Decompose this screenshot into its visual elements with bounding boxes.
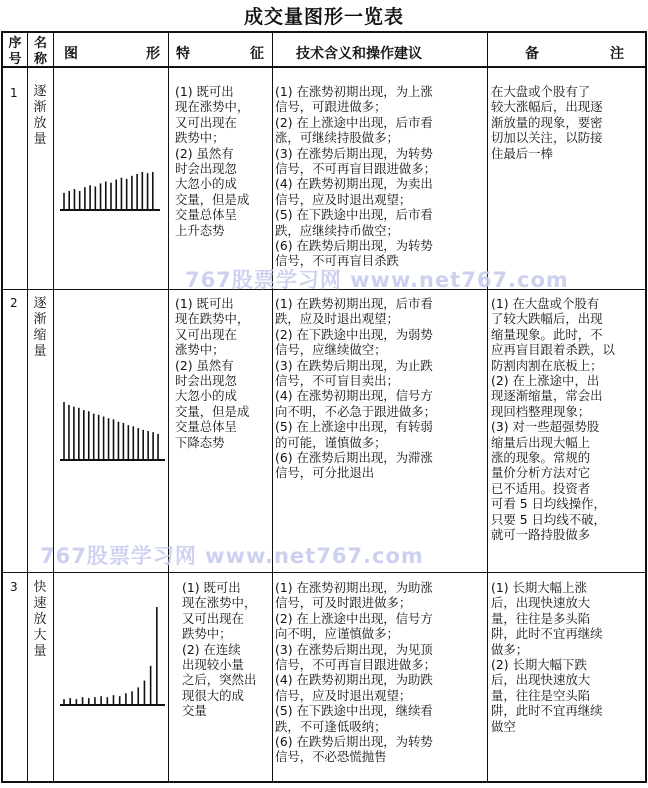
row3-tech: (1) 在涨势初期出现，为助涨 信号，可及时跟进做多； (2) 在上涨途中出现，信号方 向不明，应谨慎做多； (3) 在涨势后期出现，为见顶 信号，不可再盲目跟进做多； (4) 在跌势初期出现，为助跌 信号，应及时退出观望； (5) 在下跌途中出现，继续看 跌，不可逢低吸纳； (6) 在跌势后期出现，为转势 信号，不必恐慌抛售 [275,580,437,765]
row1-feature: (1) 既可出 现在涨势中， 又可出现在 跌势中； (2) 虽然有 时会出现忽 大忽小的成 交量，但是成 交量总体呈 上升态势 [175,84,250,238]
page-title: 成交量图形一览表 [243,6,404,28]
header-feature-right: 征 [250,46,264,62]
row3-name: 快 速 放 大 量 [33,580,47,659]
header-figure-left: 图 [64,46,78,62]
row3-feature: (1) 既可出 现在涨势中， 又可出现在 跌势中； (2) 在连续 出现较小量 之后，突然出 现很大的成 交量 [182,580,257,719]
col-border-2 [53,31,54,783]
col-border-1 [27,31,28,783]
col-border-3 [168,31,169,783]
row1-note: 在大盘或个股有了 较大涨幅后，出现逐 渐放量的现象，要密 切加以关注，以防接 住最后一棒 [491,84,603,161]
row2-feature: (1) 既可出 现在跌势中， 又可出现在 涨势中； (2) 虽然有 时会出现忽 大忽小的成 交量，但是成 交量总体呈 下降态势 [175,296,250,450]
table-bottom-border [1,781,646,783]
table-top-border [1,31,646,33]
header-seq: 序 号 [8,36,22,67]
row-separator-2 [1,572,646,573]
row3-volume-chart [60,605,165,705]
row1-seq: 1 [10,86,18,100]
col-border-right [645,31,647,783]
row2-tech: (1) 在跌势初期出现，后市看 跌，应及时退出观望； (2) 在下跌途中出现，为弱势 信号，应继续做空； (3) 在跌势后期出现，为止跌 信号，不可盲目卖出； (4) 在涨势初期出现，信号方 向不明，不必急于跟进做多； (5) 在上涨途中出现，有转弱 的可能，谨慎做多； (6) 在涨势后期出现，为滞涨 信号，可分批退出 [275,296,437,481]
header-figure-right: 形 [146,46,160,62]
header-name: 名 称 [33,36,47,67]
row1-tech: (1) 在涨势初期出现，为上涨 信号，可跟进做多； (2) 在上涨途中出现，后市看 涨，可继续持股做多； (3) 在涨势后期出现，为转势 信号，不可再盲目跟进做多； (4) 在跌势初期出现，为卖出 信号，应及时退出观望； (5) 在下跌途中出现，后市看 跌，应继续持币做空； (6) 在跌势后期出现，为转势 信号，不可再盲目杀跌 [275,84,437,269]
watermark-top: 767股票学习网 www.net767.com [185,268,569,292]
row2-note: (1) 在大盘或个股有 了较大跌幅后，出现 缩量现象。此时，不 应再盲目跟着杀跌，以 防割肉割在底板上； (2) 在上涨途中，出 现逐渐缩量，常会出 现回档整理现象； (3) 对一些超强势股 缩量后出现大幅上 涨的现象。常规的 量价分析方法对它 已不适用。投资者 可看 5 日均线操作， 只要 5 日均线不破， 就可一路持股做多 [491,296,615,543]
row3-seq: 3 [10,580,18,594]
header-note-left: 备 [525,46,539,62]
row3-note: (1) 长期大幅上涨 后，出现快速放大 量，往往是多头陷 阱，此时不宜再继续 做多； (2) 长期大幅下跌 后，出现快速放大 量，往往是空头陷 阱，此时不宜再继续 做空 [491,580,603,734]
col-border-left [1,31,3,783]
row1-name: 逐 渐 放 量 [33,84,47,147]
header-note-right: 注 [610,46,624,62]
col-border-4 [272,31,273,783]
row2-name: 逐 渐 缩 量 [33,296,47,359]
header-separator [1,66,646,68]
watermark-bottom: 767股票学习网 www.net767.com [40,544,424,568]
row1-volume-chart [60,170,160,210]
header-tech: 技术含义和操作建议 [296,46,422,62]
header-feature-left: 特 [176,46,190,62]
col-border-5 [487,31,488,783]
row2-volume-chart [60,400,165,460]
row2-seq: 2 [10,296,18,310]
